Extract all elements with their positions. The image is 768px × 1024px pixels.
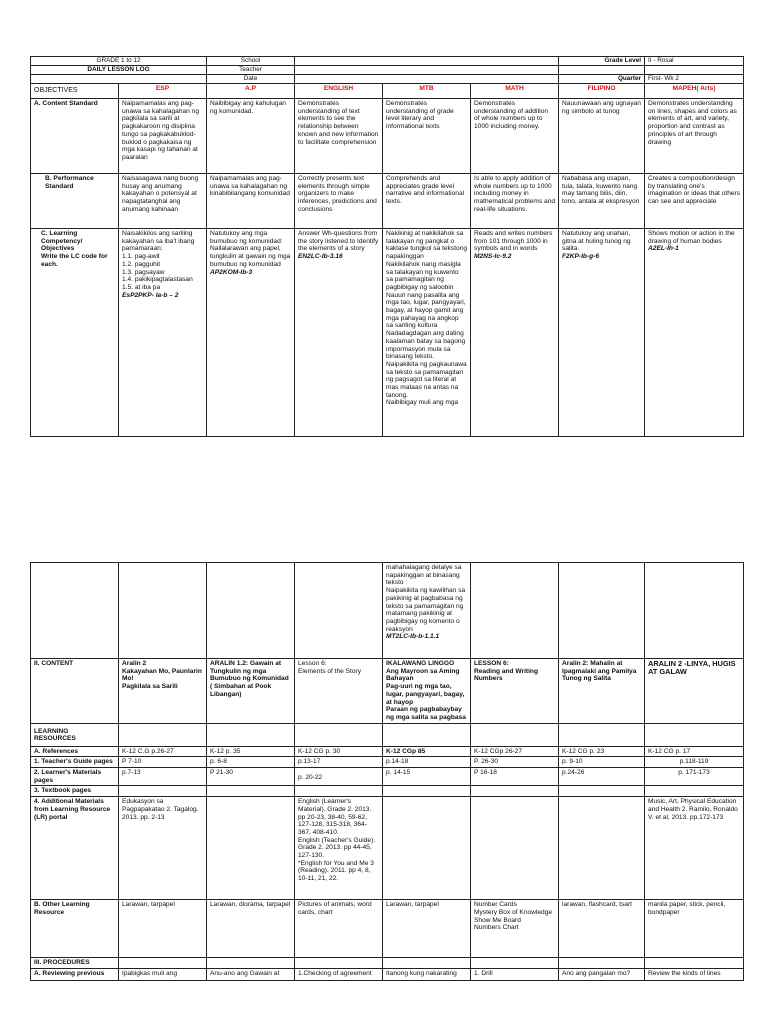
objectives-label: OBJECTIVES bbox=[31, 84, 119, 99]
teachers-guide-math: P. 26-30 bbox=[471, 757, 559, 768]
blank-cell bbox=[645, 786, 744, 797]
learning-competency-label: C. Learning Competency/ Objectives Write the LC code for each. bbox=[31, 229, 119, 437]
blank-cell bbox=[471, 786, 559, 797]
learning-competency-esp bbox=[119, 229, 207, 437]
content-standard-filipino: Nauunawaan ang ugnayan ng simbolo at tunog bbox=[559, 99, 645, 174]
blank-cell bbox=[207, 958, 295, 969]
competency-text: Answer Wh-questions from the story listened to Identify the elements of a story bbox=[298, 230, 379, 253]
learning-competency-math bbox=[471, 229, 559, 437]
school-label: School bbox=[207, 57, 295, 66]
learners-materials-filipino: p.24-26 bbox=[559, 768, 645, 786]
procedures-label: III. PROCEDURES bbox=[31, 958, 119, 969]
learners-materials-esp: p.7-13 bbox=[119, 768, 207, 786]
blank-cell bbox=[471, 958, 559, 969]
lc-code: M2NS-Ic-9.2 bbox=[474, 253, 512, 261]
teacher-value[interactable] bbox=[295, 66, 559, 75]
continuation-mtb bbox=[383, 563, 471, 659]
content-standard-label: A. Content Standard bbox=[31, 99, 119, 174]
grade-level-value: II - Rosal bbox=[645, 57, 744, 66]
performance-standard-math: Is able to apply addition of whole numbers up to 1000 including money in mathematical problems and real-life situations. bbox=[471, 174, 559, 229]
references-math: K-12 CGp 26-27 bbox=[471, 746, 559, 757]
blank-cell bbox=[207, 786, 295, 797]
reviewing-math: 1. Drill bbox=[471, 968, 559, 980]
other-resources-mtb: Larawan, tarpapel bbox=[383, 900, 471, 958]
content-standard-ap: Naibibigay ang kahulugan ng komunidad. bbox=[207, 99, 295, 174]
other-resources-esp: Larawan, tarpapel bbox=[119, 900, 207, 958]
school-value[interactable] bbox=[295, 57, 559, 66]
performance-standard-esp: Naisasagawa nang buong husay ang anumang kakayahan o potensyal at napagtatanghal ang anumang kahinaan bbox=[119, 174, 207, 229]
teachers-guide-esp: P 7-10 bbox=[119, 757, 207, 768]
date-value[interactable] bbox=[295, 75, 559, 84]
teachers-guide-mtb: p.14-18 bbox=[383, 757, 471, 768]
column-header-esp: ESP bbox=[119, 84, 207, 99]
references-filipino: K-12 CG p. 23 bbox=[559, 746, 645, 757]
additional-materials-english: English (Learner's Material). Grade 2. 2013. pp 20-23, 38-40, 59-62, 127-128, 315-318, 364-367, 408-410. English (Teacher's Guide). Grade 2. 2013. pp 44-45, 127-130. *English for You and Me 3 (Reading). 2011. pp 4, 8, 10-11, 21, 22. bbox=[295, 797, 383, 900]
blank-cell bbox=[119, 563, 207, 659]
teachers-guide-label: 1. Teacher's Guide pages bbox=[31, 757, 119, 768]
references-english: K-12 CG p. 30 bbox=[295, 746, 383, 757]
grade-level-label: Grade Level bbox=[559, 57, 645, 66]
content-mtb: IKALAWANG LINGGO Ang Mayroon sa Aming Bahayan Pag-uuri ng mga tao, lugar, pangyayari, bagay, at hayop Paraan ng pagbabaybay ng mga salita sa pagbasa bbox=[383, 659, 471, 724]
blank-cell bbox=[31, 75, 207, 84]
performance-standard-mapeh: Creates a composition/design by translating one's imagination or ideas that others can see and appreciate bbox=[645, 174, 744, 229]
other-resources-mapeh: manila paper, stick, pencil, bondpaper bbox=[645, 900, 744, 958]
blank-cell bbox=[645, 563, 744, 659]
blank-cell bbox=[383, 786, 471, 797]
content-standard-english: Demonstrates understanding of text elements to see the relationship between known and new information to facilitate comprehension bbox=[295, 99, 383, 174]
content-standard-esp: Naipamamalas ang pag-unawa sa kahalagahan ng pagkilala sa sarili at pagkakaroon ng disiplina tungo sa pagkakabuklod-buklod o pagkakaisa ng mga kasapi ng tahanan at paaralan bbox=[119, 99, 207, 174]
performance-standard-english: Correctly presents text elements through simple organizers to make inferences, predictions and conclusions bbox=[295, 174, 383, 229]
learning-competency-mapeh bbox=[645, 229, 744, 437]
learners-materials-math: P 16-18 bbox=[471, 768, 559, 786]
blank-cell bbox=[559, 958, 645, 969]
blank-cell bbox=[471, 723, 559, 746]
content-english: Lesson 6: Elements of the Story bbox=[295, 659, 383, 724]
reviewing-ap: Anu-ano ang Gawain at bbox=[207, 968, 295, 980]
content-standard-math: Demonstrates understanding of addition of whole numbers up to 1000 including money. bbox=[471, 99, 559, 174]
blank-cell bbox=[645, 723, 744, 746]
learners-materials-label: 2. Learner's Materials pages bbox=[31, 768, 119, 786]
lc-code: F2KP-Ib-g-6 bbox=[562, 253, 600, 261]
blank-cell bbox=[645, 66, 744, 75]
additional-materials-filipino bbox=[559, 797, 645, 900]
blank-cell bbox=[295, 958, 383, 969]
quarter-label: Quarter bbox=[559, 75, 645, 84]
performance-standard-label: B. Performance Standard bbox=[31, 174, 119, 229]
performance-standard-mtb: Comprehends and appreciates grade level narrative and informational texts. bbox=[383, 174, 471, 229]
learning-resources-label: LEARNING RESOURCES bbox=[31, 723, 119, 746]
blank-cell bbox=[559, 786, 645, 797]
teachers-guide-filipino: p. 9-10 bbox=[559, 757, 645, 768]
column-header-filipino: FILIPINO bbox=[559, 84, 645, 99]
other-resources-filipino: larawan, flashcard, tsart bbox=[559, 900, 645, 958]
reviewing-filipino: Ano ang pangalan mo? bbox=[559, 968, 645, 980]
content-ap: ARALIN 1.2: Gawain at Tungkulin ng mga Bumubuo ng Komunidad ( Simbahan at Pook Libangan) bbox=[207, 659, 295, 724]
learners-materials-mapeh: p. 171-173 bbox=[645, 768, 744, 786]
reviewing-english: 1.Checking of agreement bbox=[295, 968, 383, 980]
content-filipino: Aralin 2: Mahalin at Ipagmalaki ang Pamilya Tunog ng Salita bbox=[559, 659, 645, 724]
blank-cell bbox=[559, 723, 645, 746]
quarter-value: First- Wk 2 bbox=[645, 75, 744, 84]
blank-cell bbox=[295, 786, 383, 797]
blank-cell bbox=[645, 958, 744, 969]
reviewing-mtb: Itanong kung nakarating bbox=[383, 968, 471, 980]
lc-code: EsP2PKP- Ia-b – 2 bbox=[122, 291, 179, 299]
lesson-log-table-page1 bbox=[30, 56, 744, 437]
blank-cell bbox=[119, 958, 207, 969]
other-resources-label: B. Other Learning Resource bbox=[31, 900, 119, 958]
lc-code: AP2KOM-Ib-3 bbox=[210, 268, 253, 276]
blank-cell bbox=[119, 786, 207, 797]
teachers-guide-ap: p. 6-8 bbox=[207, 757, 295, 768]
content-standard-mtb: Demonstrates understanding of grade level literary and informational texts bbox=[383, 99, 471, 174]
column-header-english: ENGLISH bbox=[295, 84, 383, 99]
log-title: DAILY LESSON LOG bbox=[31, 66, 207, 75]
competency-text: Natutukoy ang unahan, gitna at huling tunog ng salita. bbox=[562, 230, 631, 253]
lc-code: EN2LC-Ib-3.16 bbox=[298, 253, 343, 261]
references-mapeh: K-12 CG p. 17 bbox=[645, 746, 744, 757]
lesson-log-table-page2 bbox=[30, 562, 744, 981]
blank-cell bbox=[207, 723, 295, 746]
learners-materials-mtb: p. 14-15 bbox=[383, 768, 471, 786]
additional-materials-math bbox=[471, 797, 559, 900]
column-header-mtb: MTB bbox=[383, 84, 471, 99]
additional-materials-mapeh: Music, Art, Physical Education and Health 2. Ramilo, Ronaldo V. et al, 2013. pp.172-173 bbox=[645, 797, 744, 900]
grade-range: GRADE 1 to 12 bbox=[31, 57, 207, 66]
additional-materials-ap bbox=[207, 797, 295, 900]
content-mapeh: ARALIN 2 -LINYA, HUGIS AT GALAW bbox=[645, 659, 744, 724]
learning-competency-english bbox=[295, 229, 383, 437]
learners-materials-english: p. 20-22 bbox=[295, 768, 383, 786]
competency-text: Reads and writes numbers from 101 through 1000 in symbols and in words bbox=[474, 230, 553, 253]
blank-cell bbox=[559, 66, 645, 75]
content-esp: Aralin 2 Kakayahan Mo, Paunlarin Mo! Pagkilala sa Sarili bbox=[119, 659, 207, 724]
competency-text: Naisakikilos ang sariling kakayahan sa iba't ibang pamamaraan: 1.1. pag-awit 1.2. pagguhit 1.3. pagsayaw 1.4. pakikipagtalastasan 1.5. at iba pa bbox=[122, 230, 195, 291]
blank-cell bbox=[383, 958, 471, 969]
performance-standard-ap: Naipamamalas ang pag-unawa sa kahalagahan ng kinabibilangang komunidad bbox=[207, 174, 295, 229]
learners-materials-ap: P 21-30 bbox=[207, 768, 295, 786]
additional-materials-esp: Edukasyon sa Pagpapakatao 2. Tagalog. 2013. pp. 2-13 bbox=[119, 797, 207, 900]
reviewing-previous-label: A. Reviewing previous bbox=[31, 968, 119, 980]
competency-text: Shows motion or action in the drawing of human bodies bbox=[648, 230, 735, 245]
additional-materials-label: 4. Additional Materials from Learning Resource (LR) portal bbox=[31, 797, 119, 900]
blank-cell bbox=[383, 723, 471, 746]
other-resources-ap: Larawan, diorama, tarpapel bbox=[207, 900, 295, 958]
blank-cell bbox=[295, 563, 383, 659]
lc-code: A2EL-Ih-1 bbox=[648, 245, 679, 253]
blank-cell bbox=[559, 563, 645, 659]
teachers-guide-english: p.13-17 bbox=[295, 757, 383, 768]
learning-competency-ap bbox=[207, 229, 295, 437]
content-label: II. CONTENT bbox=[31, 659, 119, 724]
column-header-mapeh: MAPEH( Arts) bbox=[645, 84, 744, 99]
learning-competency-filipino bbox=[559, 229, 645, 437]
textbook-pages-label: 3. Textbook pages bbox=[31, 786, 119, 797]
teachers-guide-mapeh: p.118-119 bbox=[645, 757, 744, 768]
performance-standard-filipino: Nababasa ang usapan, tula, talata, kuwento nang may tamang bilis, diin, tono, antala at ekspresyon bbox=[559, 174, 645, 229]
references-esp: K-12 C.G p.26-27 bbox=[119, 746, 207, 757]
column-header-ap: A.P bbox=[207, 84, 295, 99]
blank-cell bbox=[295, 723, 383, 746]
reviewing-mapeh: Review the kinds of lines bbox=[645, 968, 744, 980]
column-header-math: MATH bbox=[471, 84, 559, 99]
blank-cell bbox=[207, 563, 295, 659]
other-resources-english: Pictures of animals, word cards, chart bbox=[295, 900, 383, 958]
competency-text: mahahalagang detalye sa napakinggan at binasang teksto Naipakikita ng kawilihan sa pakikinig at pagbabasa ng teksto sa pamamagitan ng matamang pakikinig at pagbibigay ng komento o reaksyon bbox=[386, 564, 466, 633]
blank-cell bbox=[119, 723, 207, 746]
blank-cell bbox=[31, 563, 119, 659]
content-standard-mapeh: Demonstrates understanding on lines, shapes and colors as elements of art, and variety, proportion and contrast as principles of art through drawing bbox=[645, 99, 744, 174]
competency-text: Nakikinig at nakikilahok sa talakayan ng pangkat o kaklase tungkol sa tekstong napakinggan Nakikilahok nang masigla sa talakayan ng kuwento sa pamamagitan ng pagbibigay ng saloobin Nauuri nang pasalita ang mga tao, lugar, pangyayari, bagay, at hayop gamit ang mga pahayag na angkop sa sariling kultura Nadadagdagan ang dating kaalaman batay sa bagong impormasyon mula sa binasang teksto. Naipakikita ng pagkaunawa sa teksto sa pamamagitan ng pagsagot sa literal at mas mataas na antas na tanong. Naibibigay muli ang mga bbox=[386, 230, 468, 407]
competency-text: Natutukoy ang mga bumubuo ng komunidad: Nailalarawan ang papel, tungkulin at gawain ng mga bumubuo ng komunidad bbox=[210, 230, 291, 268]
other-resources-math: Number Cards Mystery Box of Knowledge Show Me Board Numbers Chart bbox=[471, 900, 559, 958]
reviewing-esp: Ipabigkas muli ang bbox=[119, 968, 207, 980]
teacher-label: Teacher bbox=[207, 66, 295, 75]
lc-code: MT2LC-Ib-b-1.1.1 bbox=[386, 633, 440, 641]
learning-competency-mtb bbox=[383, 229, 471, 437]
references-mtb: K-12 CGp 85 bbox=[383, 746, 471, 757]
date-label: Date bbox=[207, 75, 295, 84]
additional-materials-mtb bbox=[383, 797, 471, 900]
references-label: A. References bbox=[31, 746, 119, 757]
blank-cell bbox=[471, 563, 559, 659]
references-ap: K-12 p. 35 bbox=[207, 746, 295, 757]
content-math: LESSON 6: Reading and Writing Numbers bbox=[471, 659, 559, 724]
